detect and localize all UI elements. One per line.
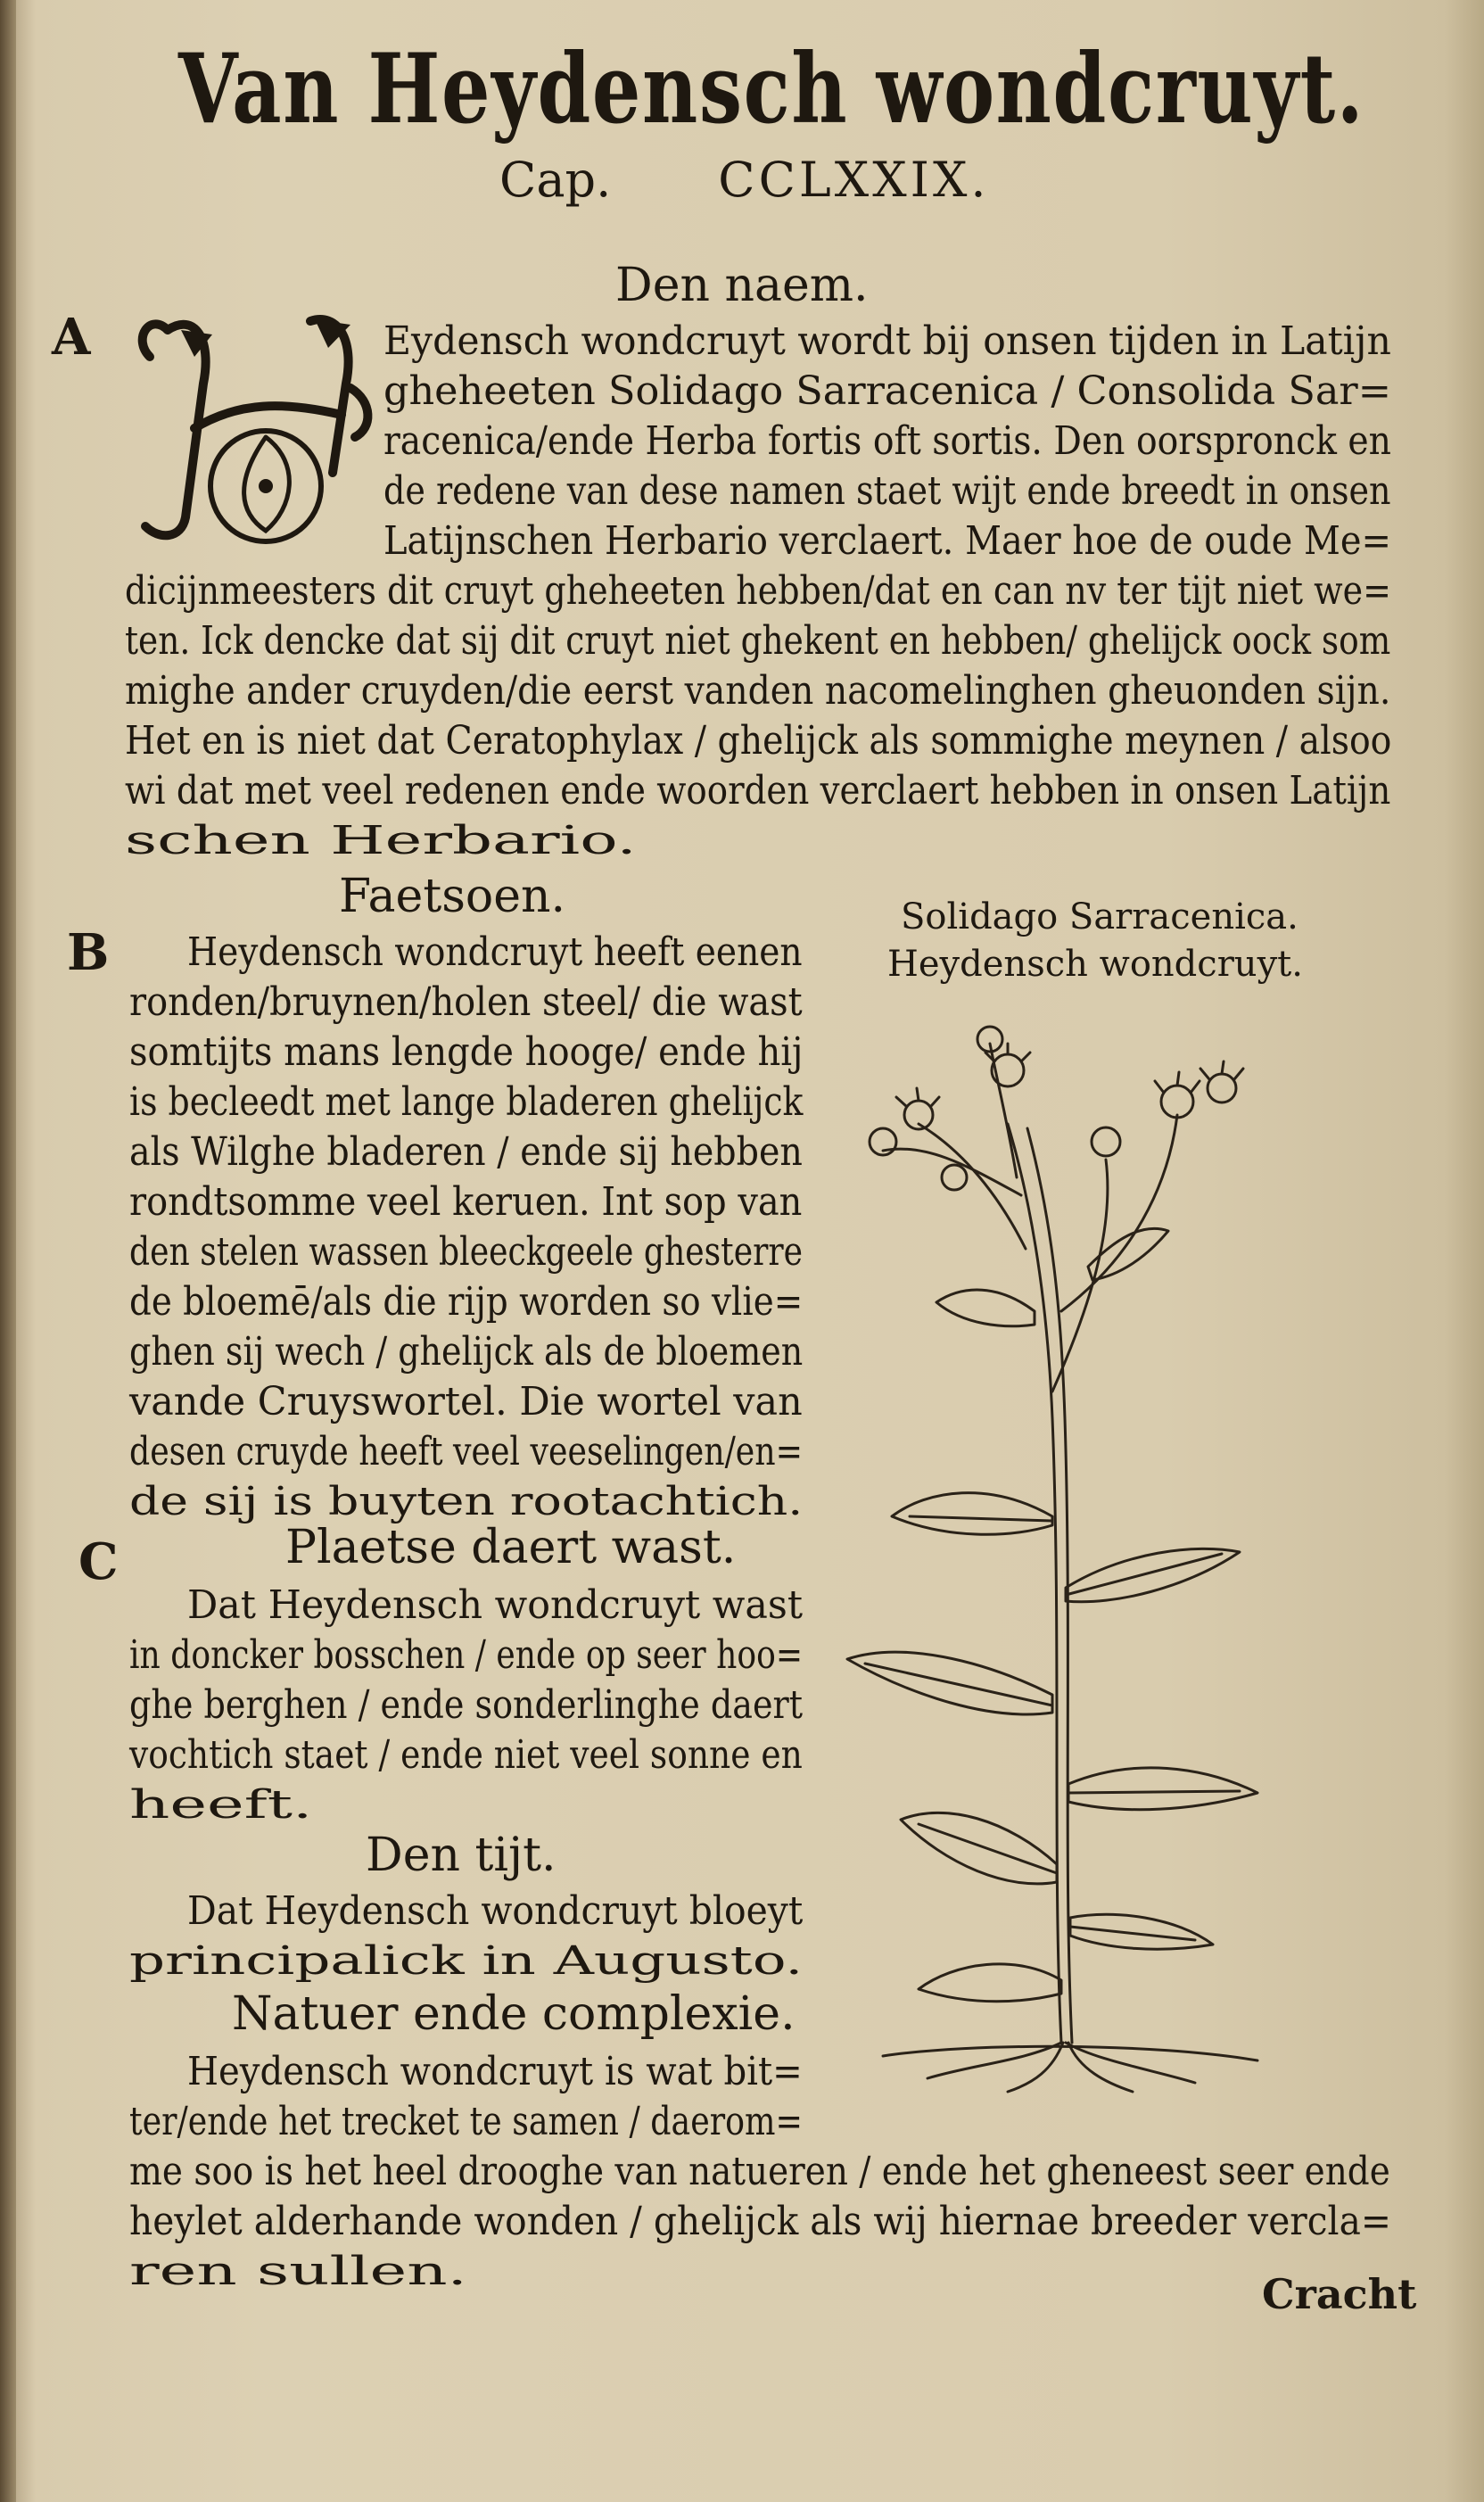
text-line: racenica/ende Herba fortis oft sortis. Den oorspronck en	[383, 418, 1391, 464]
section-heading-tijt: Den tijt.	[366, 1829, 556, 1882]
catchword: Cracht	[1262, 2270, 1417, 2318]
section-heading-naem: Den naem.	[615, 259, 869, 312]
section-heading-faetsoen: Faetsoen.	[339, 870, 566, 923]
text-line: heeft.	[129, 1782, 313, 1828]
margin-marker-c: C	[78, 1532, 119, 1591]
text-line: principalick in Augusto.	[129, 1938, 804, 1984]
section-heading-plaetse: Plaetse daert wast.	[285, 1521, 737, 1574]
text-line: Dat Heydensch wondcruyt wast	[187, 1582, 804, 1628]
text-line: me soo is het heel drooghe van natueren / ende het gheneest seer ende	[129, 2149, 1390, 2194]
text-line: somtijts mans lengde hooge/ ende hij	[129, 1029, 804, 1075]
text-line: schen Herbario.	[125, 818, 637, 863]
text-line: in doncker bosschen / ende op seer hoo=	[129, 1632, 804, 1678]
chapter-heading	[499, 152, 990, 208]
decorated-initial-h	[132, 303, 391, 553]
text-line: vochtich staet / ende niet veel sonne en	[129, 1732, 803, 1778]
margin-marker-a: A	[52, 308, 91, 367]
text-line: vande Cruyswortel. Die wortel van	[129, 1379, 803, 1424]
text-line: Heydensch wondcruyt heeft eenen	[187, 929, 803, 975]
text-line: ghe berghen / ende sonderlinghe daert	[129, 1682, 803, 1728]
chapter-number: CCLXXIX.	[718, 152, 990, 208]
page-title: Van Heydensch wondcruyt.	[178, 33, 1365, 145]
figure-caption-dutch: Heydensch wondcruyt.	[887, 944, 1303, 985]
text-line: de bloemē/als die rijp worden so vlie=	[129, 1279, 804, 1325]
text-line: ren sullen.	[129, 2249, 467, 2294]
text-line: gheheeten Solidago Sarracenica / Consolida Sar=	[383, 368, 1392, 414]
text-line: heylet alderhande wonden / ghelijck als wij hiernae breeder vercla=	[129, 2199, 1391, 2244]
text-line: de sij is buyten rootachtich.	[129, 1479, 804, 1524]
text-line: den stelen wassen bleeckgeele ghesterre	[129, 1229, 803, 1275]
text-line: desen cruyde heeft veel veeselingen/en=	[129, 1429, 803, 1474]
text-line: Dat Heydensch wondcruyt bloeyt	[187, 1888, 804, 1934]
text-line: als Wilghe bladeren / ende sij hebben	[129, 1129, 803, 1175]
text-line: is becleedt met lange bladeren ghelijck	[129, 1079, 804, 1125]
text-line: Het en is niet dat Ceratophylax / ghelijck als sommighe meynen / alsoo	[125, 718, 1392, 764]
text-line: ronden/bruynen/holen steel/ die wast	[129, 979, 803, 1025]
text-line: rondtsomme veel keruen. Int sop van	[129, 1179, 803, 1225]
page-gutter	[0, 0, 16, 2502]
text-line: Latijnschen Herbario verclaert. Maer hoe de oude Me=	[383, 518, 1392, 564]
figure-caption-latin: Solidago Sarracenica.	[901, 896, 1298, 937]
text-line: ghen sij wech / ghelijck als de bloemen	[129, 1329, 804, 1375]
text-line: dicijnmeesters dit cruyt gheheeten hebben/dat en can nv ter tijt niet we=	[125, 568, 1391, 614]
text-line: ter/ende het trecket te samen / daerom=	[129, 2099, 803, 2144]
margin-marker-b: B	[67, 923, 110, 982]
plant-illustration	[794, 1017, 1329, 2096]
text-line: wi dat met veel redenen ende woorden verclaert hebben in onsen Latijn	[125, 768, 1391, 813]
text-line: mighe ander cruyden/die eerst vanden nacomelinghen gheuonden sijn.	[125, 668, 1391, 714]
text-line: ten. Ick dencke dat sij dit cruyt niet ghekent en hebben/ ghelijck oock som	[125, 618, 1391, 664]
text-line: Eydensch wondcruyt wordt bij onsen tijden in Latijn	[383, 318, 1391, 364]
chapter-label: Cap.	[499, 152, 612, 208]
text-line: de redene van dese namen staet wijt ende breedt in onsen	[383, 468, 1391, 514]
section-heading-natuer: Natuer ende complexie.	[232, 1987, 796, 2041]
text-line: Heydensch wondcruyt is wat bit=	[187, 2049, 803, 2094]
